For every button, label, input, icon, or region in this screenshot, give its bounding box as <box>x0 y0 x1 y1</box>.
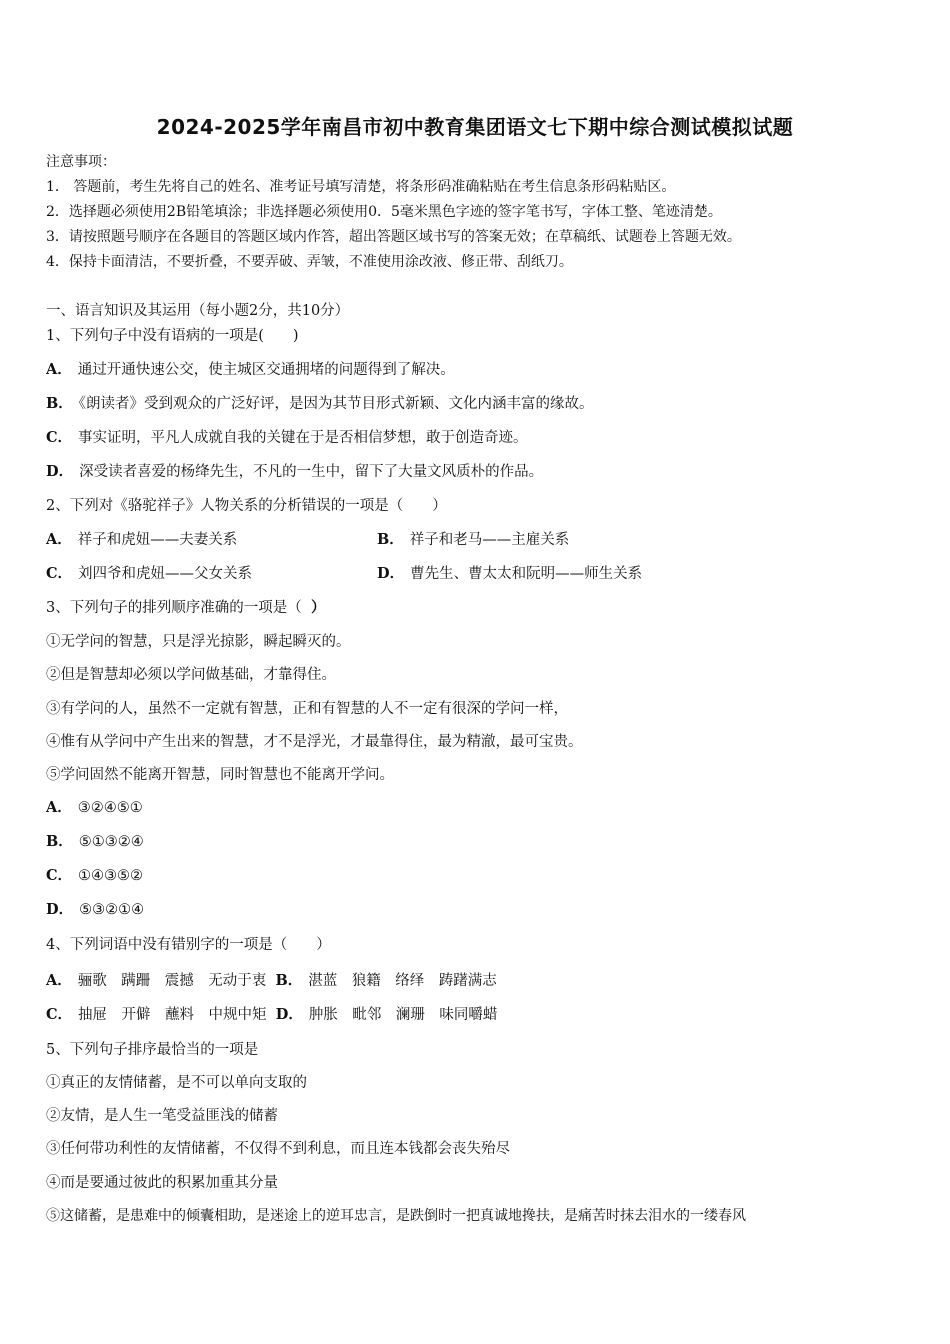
option-label: C． <box>46 1006 73 1023</box>
q3-sentence: ③有学问的人，虽然不一定就有智慧，正和有智慧的人不一定有很深的学问一样， <box>46 701 568 717</box>
option-label: A． <box>46 972 72 989</box>
stem-text: 3、下列句子的排列顺序准确的一项是（ <box>46 600 302 616</box>
option-text: ⑤③②①④ <box>79 902 145 918</box>
option-label: A． <box>46 799 72 816</box>
q1-option-c <box>46 428 528 448</box>
option-label: C． <box>46 429 73 446</box>
option-text: 刘四爷和虎妞——父女关系 <box>78 566 253 582</box>
option-label: B． <box>46 833 73 850</box>
option-text: 祥子和虎妞——夫妻关系 <box>77 532 238 548</box>
q1-option-a <box>46 360 455 380</box>
q1-option-b <box>46 394 594 414</box>
q1-option-d <box>46 462 543 482</box>
notice-item: 4．保持卡面清洁，不要折叠，不要弄破、弄皱，不准使用涂改液、修正带、刮纸刀。 <box>46 254 573 270</box>
option-text: 骊歌 蹒跚 震撼 无动于衷 <box>77 973 267 989</box>
question-2-stem: 2、下列对《骆驼祥子》人物关系的分析错误的一项是（ ） <box>46 498 447 514</box>
q4-options-row-1 <box>46 971 497 991</box>
option-label: B． <box>46 395 73 412</box>
q2-option-a <box>46 530 237 550</box>
q3-option-c <box>46 866 143 886</box>
option-label: D． <box>46 463 74 480</box>
option-text: 湛蓝 狼籍 络绎 踌躇满志 <box>308 973 497 989</box>
notice-heading: 注意事项： <box>46 154 116 170</box>
q3-option-d <box>46 900 144 920</box>
option-text: 曹先生、曹太太和阮明——师生关系 <box>410 566 643 582</box>
q5-sentence: ④而是要通过彼此的积累加重其分量 <box>46 1175 278 1191</box>
stem-close: ） <box>310 599 326 616</box>
option-text: 通过开通快速公交，使主城区交通拥堵的问题得到了解决。 <box>77 362 455 378</box>
option-label: D． <box>377 565 405 582</box>
option-label: A． <box>46 531 72 548</box>
q4-options-row-2 <box>46 1005 497 1025</box>
q5-sentence: ⑤这储蓄，是患难中的倾囊相助，是迷途上的逆耳忠言，是跌倒时一把真诚地搀扶，是痛苦时抹去泪水的一缕春风 <box>46 1208 746 1224</box>
option-label: B． <box>377 531 404 548</box>
question-1-stem: 1、下列句子中没有语病的一项是( ) <box>46 328 299 344</box>
q3-option-b <box>46 832 144 852</box>
option-label: C． <box>46 565 73 582</box>
option-text: ①④③⑤② <box>78 868 144 884</box>
option-label: D． <box>275 1006 303 1023</box>
q2-option-d <box>377 564 642 584</box>
q3-sentence: ①无学问的智慧，只是浮光掠影，瞬起瞬灭的。 <box>46 634 351 650</box>
section-heading: 一、语言知识及其运用（每小题2分，共10分） <box>46 303 350 319</box>
option-text: 《朗读者》受到观众的广泛好评，是因为其节目形式新颖、文化内涵丰富的缘故。 <box>78 396 594 412</box>
option-text: 祥子和老马——主雇关系 <box>409 532 570 548</box>
option-text: ⑤①③②④ <box>78 834 144 850</box>
option-label: C． <box>46 867 73 884</box>
question-4-stem: 4、下列词语中没有错别字的一项是（ ） <box>46 937 331 953</box>
option-label: A． <box>46 361 72 378</box>
notice-item: 2．选择题必须使用2B铅笔填涂；非选择题必须使用0．5毫米黑色字迹的签字笔书写，字体工整、笔迹清楚。 <box>46 204 722 220</box>
option-text: 抽屉 开僻 蘸料 中规中矩 <box>78 1007 267 1023</box>
option-text: 事实证明，平凡人成就自我的关键在于是否相信梦想，敢于创造奇迹。 <box>78 430 528 446</box>
q2-option-b <box>377 530 569 550</box>
option-text: 深受读者喜爱的杨绛先生，不凡的一生中，留下了大量文风质朴的作品。 <box>79 464 544 480</box>
page-title: 2024-2025学年南昌市初中教育集团语文七下期中综合测试模拟试题 <box>156 115 794 139</box>
q5-sentence: ①真正的友情储蓄，是不可以单向支取的 <box>46 1075 307 1091</box>
q3-sentence: ②但是智慧却必须以学问做基础，才靠得住。 <box>46 667 336 683</box>
option-label: D． <box>46 901 74 918</box>
q3-option-a <box>46 798 143 818</box>
question-5-stem: 5、下列句子排序最恰当的一项是 <box>46 1042 259 1058</box>
option-text: ③②④⑤① <box>77 800 143 816</box>
q2-option-c <box>46 564 252 584</box>
q5-sentence: ③任何带功利性的友情储蓄，不仅得不到利息，而且连本钱都会丧失殆尽 <box>46 1141 510 1157</box>
notice-item: 1． 答题前，考生先将自己的姓名、准考证号填写清楚，将条形码准确粘贴在考生信息条形码粘贴区。 <box>46 179 676 195</box>
q3-sentence: ④惟有从学问中产生出来的智慧，才不是浮光，才最靠得住，最为精澈，最可宝贵。 <box>46 734 583 750</box>
notice-item: 3．请按照题号顺序在各题目的答题区域内作答，超出答题区域书写的答案无效；在草稿纸、试题卷上答题无效。 <box>46 229 741 245</box>
option-label: B． <box>275 972 303 989</box>
option-text: 肿胀 毗邻 澜珊 味同嚼蜡 <box>308 1007 498 1023</box>
q5-sentence: ②友情，是人生一笔受益匪浅的储蓄 <box>46 1108 278 1124</box>
question-3-stem <box>46 598 325 618</box>
q3-sentence: ⑤学问固然不能离开智慧，同时智慧也不能离开学问。 <box>46 767 394 783</box>
